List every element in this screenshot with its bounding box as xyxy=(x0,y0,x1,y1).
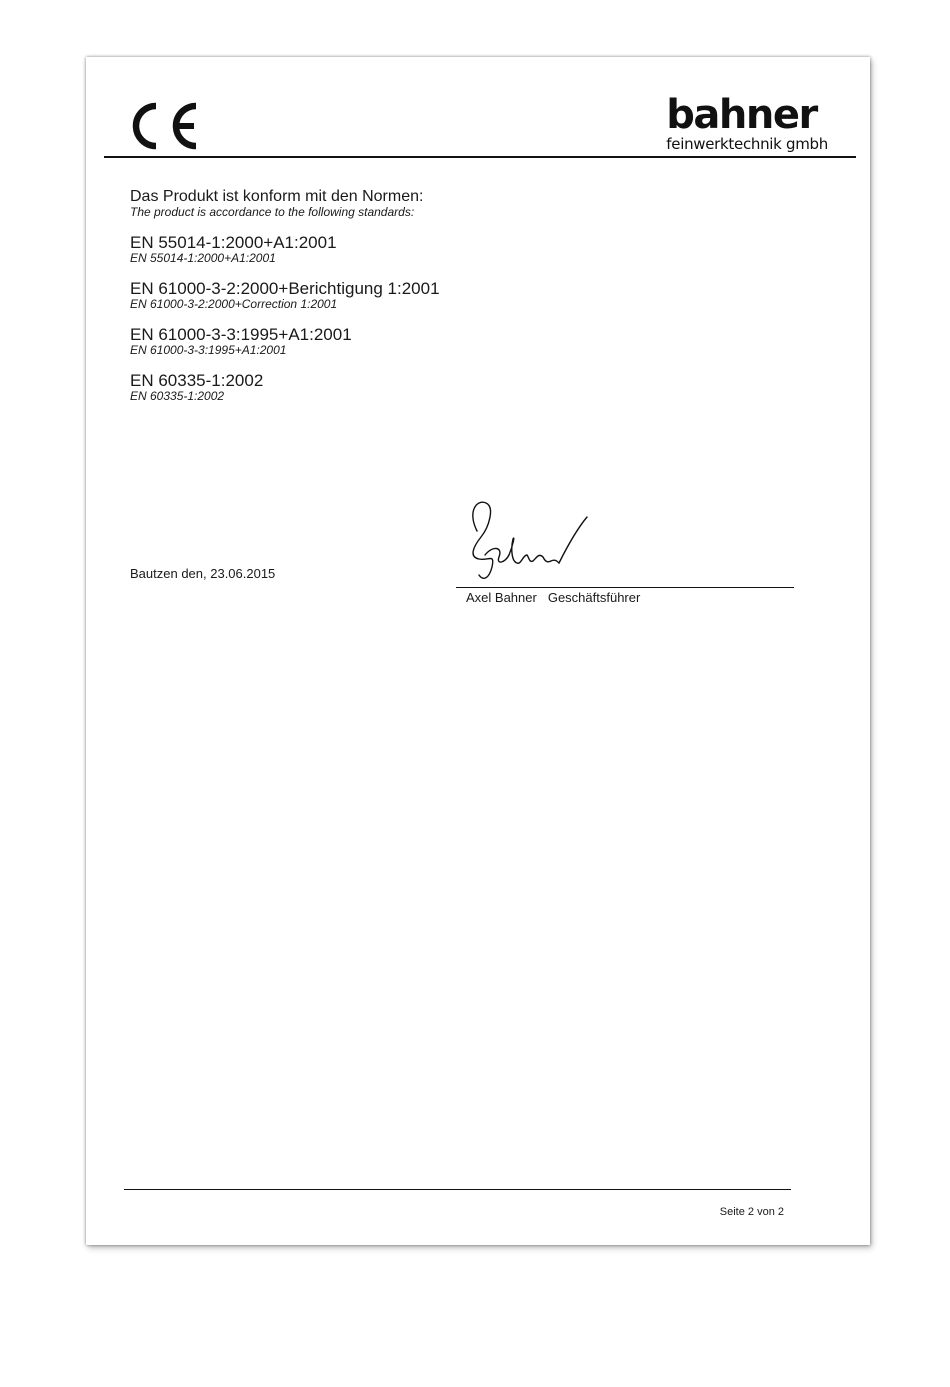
standards-section xyxy=(130,188,690,403)
standard-item xyxy=(130,371,690,403)
standard-german: EN 61000-3-3:1995+A1:2001 xyxy=(130,325,352,344)
company-name: bahner xyxy=(666,92,817,138)
signer-info xyxy=(466,590,640,605)
standard-english: EN 61000-3-3:1995+A1:2001 xyxy=(130,343,287,357)
standard-german: EN 60335-1:2002 xyxy=(130,371,264,390)
signature-line xyxy=(456,587,794,588)
ce-mark-logo xyxy=(126,97,202,155)
page-number: Seite 2 von 2 xyxy=(719,1206,784,1218)
company-logo xyxy=(666,92,828,153)
handwritten-signature xyxy=(459,497,599,585)
standard-item xyxy=(130,279,690,311)
standard-english: EN 55014-1:2000+A1:2001 xyxy=(130,251,276,265)
intro-english: The product is accordance to the following standards: xyxy=(130,205,415,219)
signer-name: Axel Bahner xyxy=(466,590,537,605)
document-page xyxy=(86,57,870,1245)
standard-german: EN 55014-1:2000+A1:2001 xyxy=(130,233,337,252)
footer-divider xyxy=(124,1189,791,1190)
signer-title: Geschäftsführer xyxy=(547,590,641,605)
standard-item xyxy=(130,325,690,357)
standard-english: EN 60335-1:2002 xyxy=(130,389,225,403)
place-date: Bautzen den, 23.06.2015 xyxy=(130,566,276,581)
standard-item xyxy=(130,233,690,265)
standard-german: EN 61000-3-2:2000+Berichtigung 1:2001 xyxy=(130,279,440,298)
company-subtitle: feinwerktechnik gmbh xyxy=(666,135,828,153)
standard-english: EN 61000-3-2:2000+Correction 1:2001 xyxy=(130,297,338,311)
intro-german: Das Produkt ist konform mit den Normen: xyxy=(130,188,424,205)
header-divider xyxy=(104,156,856,158)
